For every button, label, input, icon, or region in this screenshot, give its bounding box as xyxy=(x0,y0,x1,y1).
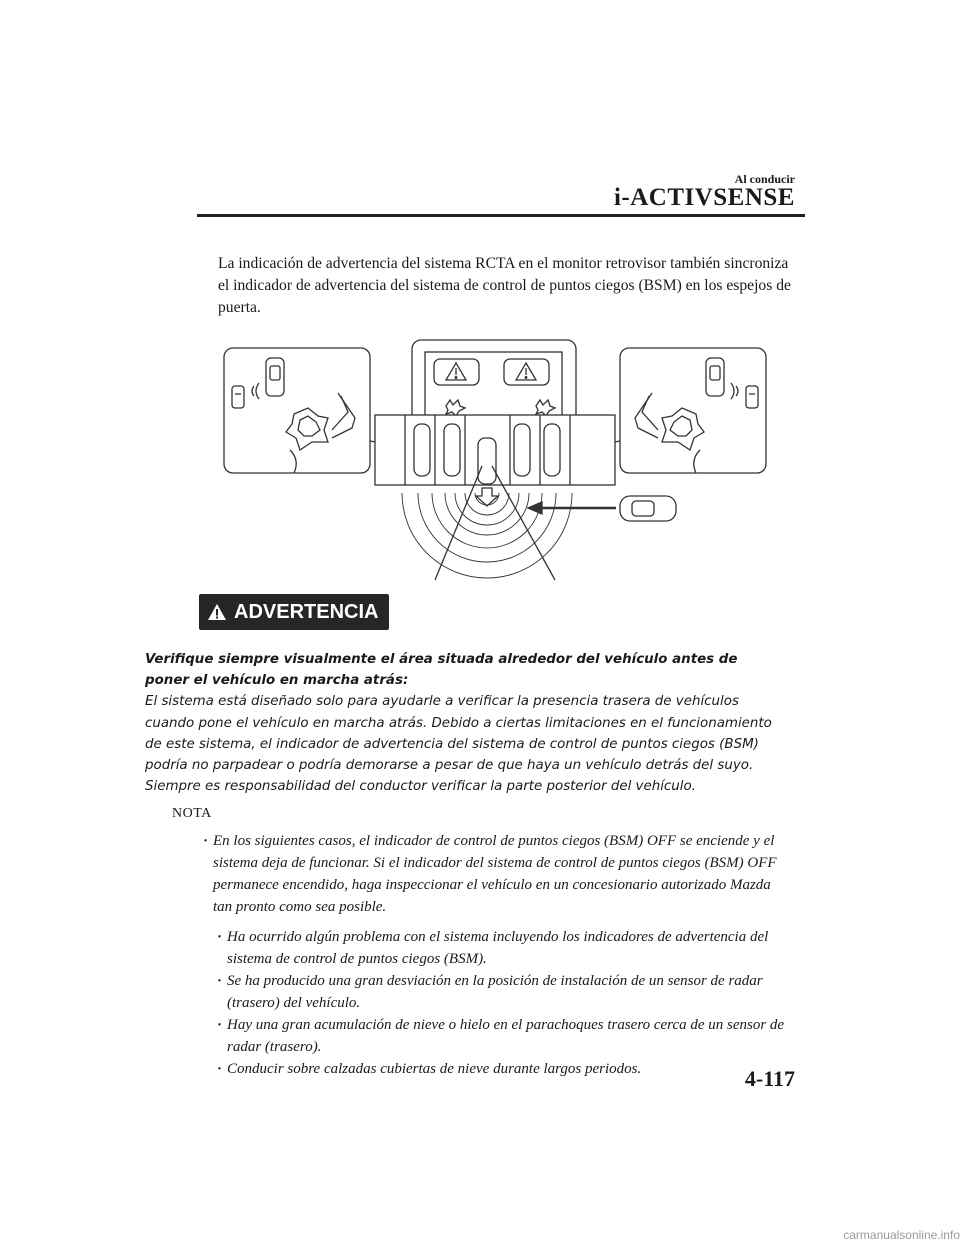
note-sub-item: · Hay una gran acumulación de nieve o hielo en el parachoques trasero cerca de un sensor de radar (trasero). xyxy=(227,1014,788,1058)
warning-label: ADVERTENCIA xyxy=(234,600,379,623)
warning-bold-text: Verifique siempre visualmente el área situada alrededor del vehículo antes de poner el vehículo en marcha atrás: xyxy=(145,652,738,689)
rcta-illustration xyxy=(220,338,770,583)
note-main-item: · En los siguientes casos, el indicador de control de puntos ciegos (BSM) OFF se enciende y el sistema deja de funcionar. Si el indicador del sistema de control de puntos ciegos (BSM) OFF permanece encendido, haga inspeccionar el vehículo en un concesionario autorizado Mazda tan pronto como sea posible. xyxy=(213,830,788,918)
note-sub-item: · Ha ocurrido algún problema con el sistema incluyendo los indicadores de advertencia del sistema de control de puntos ciegos (BSM). xyxy=(227,926,788,970)
warning-triangle-icon xyxy=(207,602,227,622)
note-heading: NOTA xyxy=(172,806,212,821)
watermark: carmanualsonline.info xyxy=(843,1228,960,1242)
note-sub-item: · Conducir sobre calzadas cubiertas de nieve durante largos periodos. xyxy=(227,1058,788,1080)
page-title: i-ACTIVSENSE xyxy=(613,184,795,211)
warning-text xyxy=(145,649,777,797)
note-sub-item: · Se ha producido una gran desviación en la posición de instalación de un sensor de radar (trasero) del vehículo. xyxy=(227,970,788,1014)
header-divider xyxy=(197,214,805,217)
intro-paragraph: La indicación de advertencia del sistema RCTA en el monitor retrovisor también sincroniza el indicador de advertencia del sistema de control de puntos ciegos (BSM) en los espejos de puerta. xyxy=(218,255,791,316)
section-label: Al conducir xyxy=(734,172,795,186)
left-mirror-panel xyxy=(224,348,370,473)
warning-banner xyxy=(199,594,389,630)
parking-lot xyxy=(375,415,615,506)
page-number: 4-117 xyxy=(744,1066,795,1091)
note-list xyxy=(213,830,788,1080)
approaching-car xyxy=(528,496,676,521)
warning-body-text: El sistema está diseñado solo para ayudarle a verificar la presencia trasera de vehículos cuando pone el vehículo en marcha atrás. Debido a ciertas limitaciones en el funcionamiento de este sistema, el indicador de advertencia del sistema de control de puntos ciegos (BSM) podría no parpadear o podría demorarse a pesar de que haya un vehículo detrás del suyo. Siempre es responsabilidad del conductor verificar la parte posterior del vehículo. xyxy=(145,694,772,795)
right-mirror-panel xyxy=(620,348,766,473)
note-sub-list xyxy=(213,926,788,1080)
